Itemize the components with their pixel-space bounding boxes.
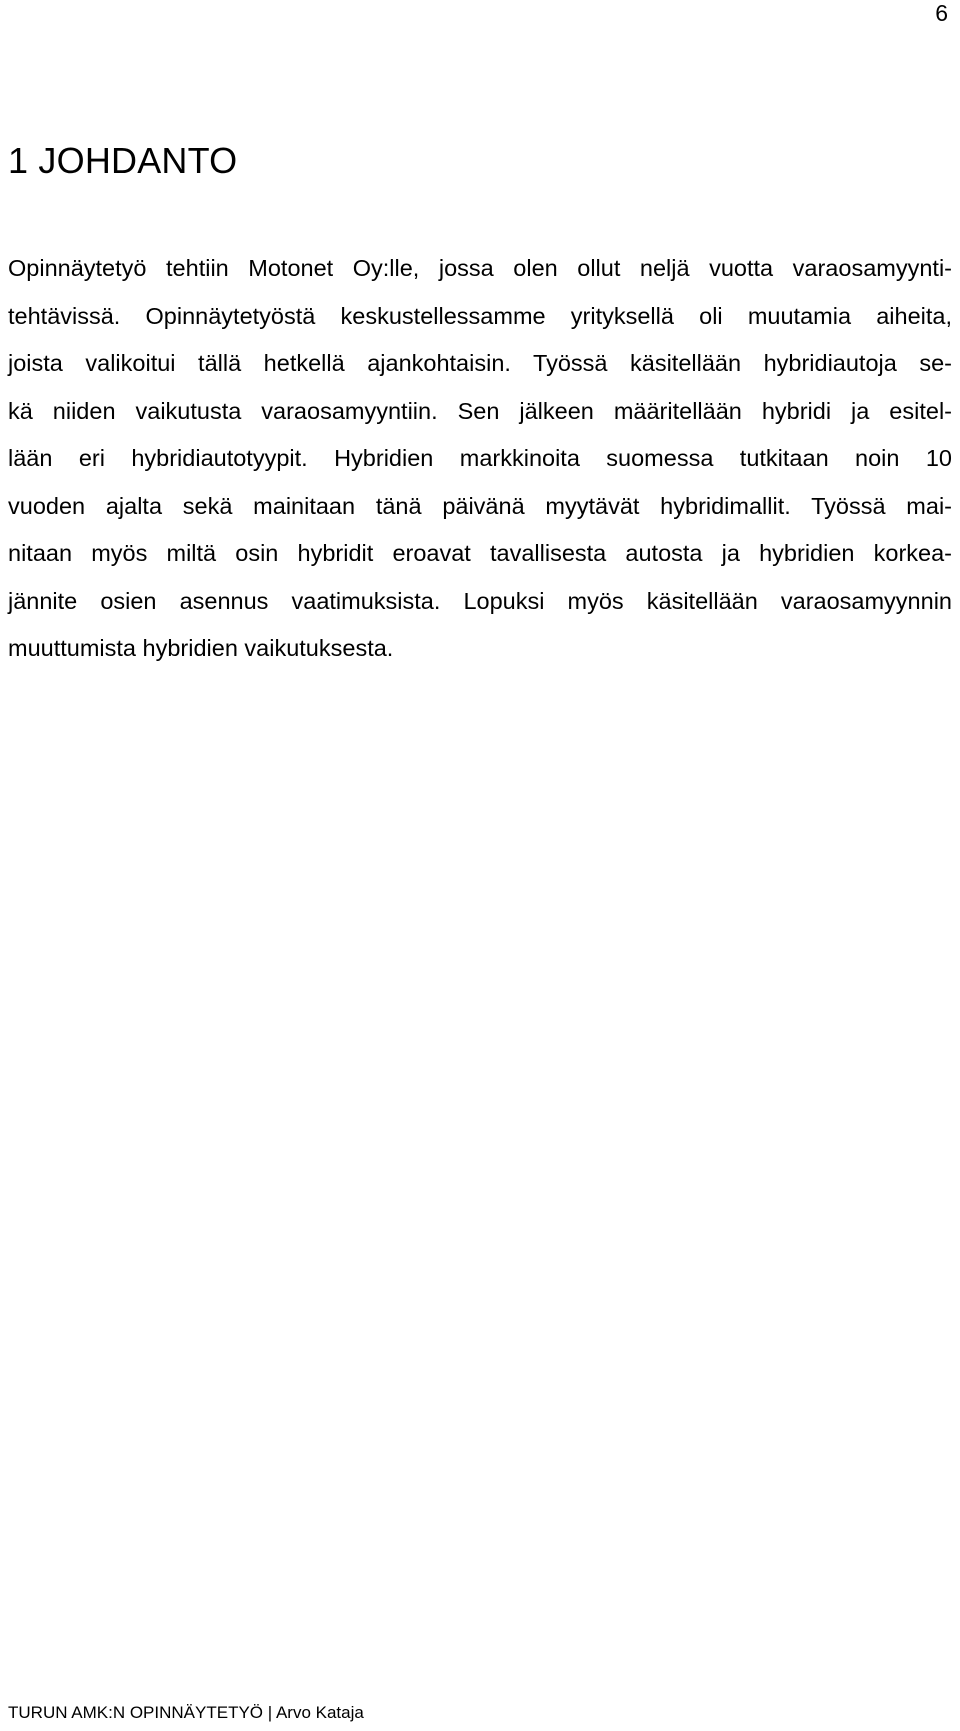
section-heading: 1 JOHDANTO [8,140,238,181]
paragraph-line: lään eri hybridiautotyypit. Hybridien markkinoita suomessa tutkitaan noin 10 [8,445,952,471]
paragraph-line: Opinnäytetyö tehtiin Motonet Oy:lle, jossa olen ollut neljä vuotta varaosamyynti- [8,255,952,281]
paragraph-line: nitaan myös miltä osin hybridit eroavat tavallisesta autosta ja hybridien korkea- [8,540,952,566]
paragraph-line: tehtävissä. Opinnäytetyöstä keskustellessamme yrityksellä oli muutamia aiheita, [8,302,952,329]
paragraph-line: kä niiden vaikutusta varaosamyyntiin. Sen jälkeen määritellään hybridi ja esitel- [8,397,952,424]
body-paragraph [8,251,952,679]
page-number: 6 [935,0,948,26]
page-footer: TURUN AMK:N OPINNÄYTETYÖ | Arvo Kataja [8,1703,364,1722]
paragraph-line: jännite osien asennus vaatimuksista. Lopuksi myös käsitellään varaosamyynnin [8,587,952,614]
paragraph-line: vuoden ajalta sekä mainitaan tänä päivänä myytävät hybridimallit. Työssä mai- [8,492,952,519]
paragraph-line: muuttumista hybridien vaikutuksesta. [8,635,394,661]
paragraph-line: joista valikoitui tällä hetkellä ajankohtaisin. Työssä käsitellään hybridiautoja se- [8,350,952,376]
